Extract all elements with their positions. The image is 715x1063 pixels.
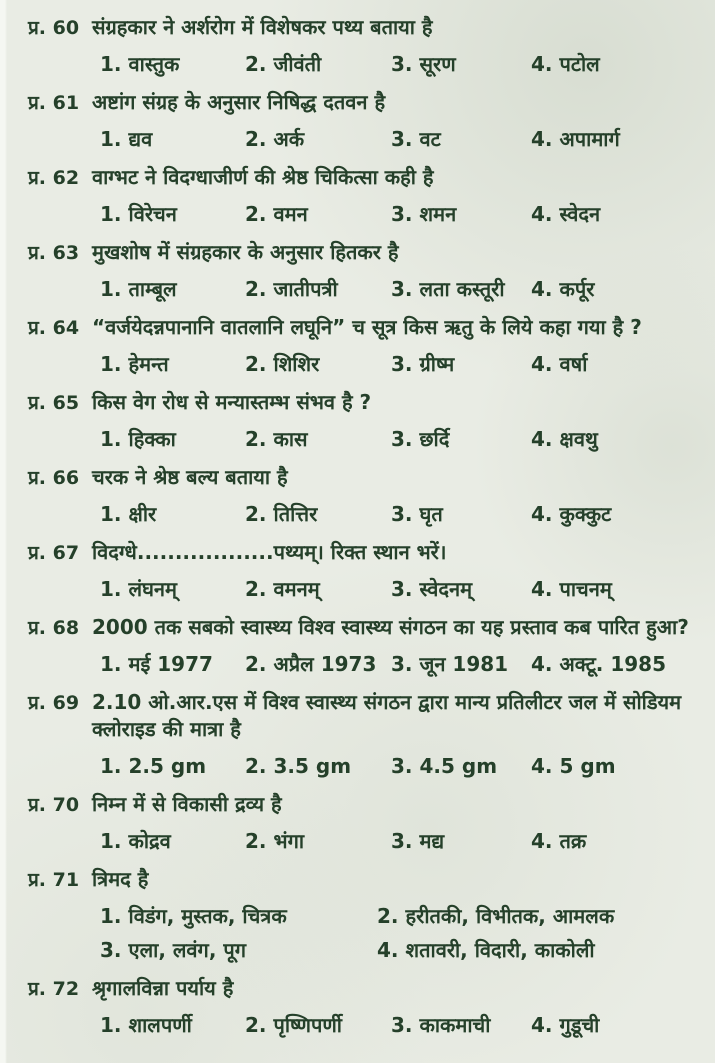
option-number: 1. <box>100 127 122 151</box>
option <box>531 1012 705 1039</box>
option-label: शतावरी, विदारी, काकोली <box>405 938 595 962</box>
option-label: काकमाची <box>419 1013 491 1037</box>
option-number: 4. <box>531 577 553 601</box>
option-label: घृत <box>419 502 443 526</box>
option <box>391 126 531 153</box>
option <box>100 276 245 303</box>
option <box>531 828 705 855</box>
option-number: 4. <box>531 127 553 151</box>
options-row <box>100 828 705 855</box>
option-label: लंघनम् <box>128 577 177 601</box>
option <box>100 51 245 78</box>
option-label: पटोल <box>559 52 600 76</box>
option-label: वमन <box>273 202 308 226</box>
option-number: 2. <box>245 502 267 526</box>
option-number: 3. <box>391 1013 413 1037</box>
option <box>100 828 245 855</box>
option-number: 1. <box>100 904 122 928</box>
question-text: विदग्धे..................पथ्यम्। रिक्त स्थान भरें। <box>92 540 447 564</box>
option-label: हिक्का <box>128 427 176 451</box>
option-number: 3. <box>391 502 413 526</box>
option <box>391 828 531 855</box>
option <box>100 937 377 964</box>
option-number: 1. <box>100 754 122 778</box>
option-number: 3. <box>391 52 413 76</box>
question-text: चरक ने श्रेष्ठ बल्य बताया है <box>92 465 288 489</box>
question-number: प्र. 72 <box>28 978 80 1000</box>
question-block-68 <box>28 614 705 678</box>
question-number: प्र. 65 <box>28 392 80 414</box>
option-label: द्यव <box>128 127 153 151</box>
option-number: 1. <box>100 277 122 301</box>
option <box>531 501 705 528</box>
option-label: भंगा <box>273 829 305 853</box>
options-row <box>100 51 705 78</box>
option <box>391 576 531 603</box>
option <box>531 126 705 153</box>
option-number: 1. <box>100 1013 122 1037</box>
question-text: 2.10 ओ.आर.एस में विश्व स्वास्थ्य संगठन द्वारा मान्य प्रतिलीटर जल में सोडियम क्लोराइड की मात्रा है <box>92 690 682 741</box>
option-number: 4. <box>531 829 553 853</box>
option <box>531 576 705 603</box>
option-label: अप्रैल 1973 <box>273 652 377 676</box>
option-label: कास <box>273 427 308 451</box>
option <box>100 651 245 678</box>
option <box>391 1012 531 1039</box>
option-label: कुक्कुट <box>559 502 612 526</box>
question-text: श्रृगालविन्ना पर्याय है <box>92 976 234 1000</box>
question-block-66 <box>28 464 705 528</box>
question-text: वाग्भट ने विदग्धाजीर्ण की श्रेष्ठ चिकित्सा कही है <box>92 165 434 189</box>
option-number: 3. <box>391 754 413 778</box>
option-number: 3. <box>100 938 122 962</box>
option-label: हेमन्त <box>128 352 169 376</box>
option-number: 2. <box>245 652 267 676</box>
option-label: वर्षा <box>559 352 588 376</box>
option-label: तक्र <box>559 829 587 853</box>
question-block-70 <box>28 791 705 855</box>
option <box>391 201 531 228</box>
option-label: जातीपत्री <box>273 277 338 301</box>
option-label: पाचनम् <box>559 577 612 601</box>
option-label: सूरण <box>419 52 456 76</box>
question-block-63 <box>28 239 705 303</box>
option-number: 1. <box>100 502 122 526</box>
option-label: कोद्रव <box>128 829 171 853</box>
options-row <box>100 276 705 303</box>
option <box>245 426 391 453</box>
option-label: वास्तुक <box>128 52 180 76</box>
option-label: गुडूची <box>559 1013 600 1037</box>
option-label: जीवंती <box>273 52 322 76</box>
options-row <box>100 753 705 780</box>
option <box>245 828 391 855</box>
option <box>100 126 245 153</box>
option <box>100 753 245 780</box>
option-number: 2. <box>245 127 267 151</box>
option-label: अक्टू. 1985 <box>559 652 667 676</box>
question-text: किस वेग रोध से मन्यास्तम्भ संभव है ? <box>92 390 372 414</box>
question-number: प्र. 61 <box>28 92 80 114</box>
option-number: 4. <box>531 754 553 778</box>
question-number: प्र. 68 <box>28 617 80 639</box>
question-number: प्र. 62 <box>28 167 80 189</box>
option <box>100 903 377 930</box>
option-label: क्षीर <box>128 502 157 526</box>
option-label: ताम्बूल <box>128 277 177 301</box>
option-number: 2. <box>245 352 267 376</box>
question-number: प्र. 70 <box>28 794 80 816</box>
option-label: तित्तिर <box>273 502 318 526</box>
option-label: लता कस्तूरी <box>419 277 505 301</box>
option-number: 2. <box>245 829 267 853</box>
options-row <box>100 651 705 678</box>
question-text: संग्रहकार ने अर्शरोग में विशेषकर पथ्य बताया है <box>92 15 433 39</box>
option <box>377 903 705 930</box>
option-number: 2. <box>377 904 399 928</box>
option-number: 2. <box>245 427 267 451</box>
option <box>100 426 245 453</box>
question-text: त्रिमद है <box>92 867 149 891</box>
option-number: 1. <box>100 829 122 853</box>
option-number: 4. <box>531 427 553 451</box>
option-label: 4.5 gm <box>419 754 498 778</box>
question-block-71 <box>28 866 705 964</box>
option-label: क्षवथु <box>559 427 598 451</box>
option <box>100 1012 245 1039</box>
option-number: 2. <box>245 277 267 301</box>
option-number: 1. <box>100 52 122 76</box>
option-label: एला, लवंग, पूग <box>128 938 246 962</box>
option-number: 2. <box>245 202 267 226</box>
option <box>531 753 705 780</box>
option-number: 1. <box>100 577 122 601</box>
question-number: प्र. 67 <box>28 542 80 564</box>
question-text: मुखशोष में संग्रहकार के अनुसार हितकर है <box>92 240 399 264</box>
question-block-61 <box>28 89 705 153</box>
option-number: 4. <box>377 938 399 962</box>
question-block-65 <box>28 389 705 453</box>
option <box>391 651 531 678</box>
option-number: 3. <box>391 577 413 601</box>
question-text: अष्टांग संग्रह के अनुसार निषिद्ध दतवन है <box>92 90 386 114</box>
question-block-67 <box>28 539 705 603</box>
question-number: प्र. 69 <box>28 692 80 714</box>
option-label: अपामार्ग <box>559 127 620 151</box>
option-label: वमनम् <box>273 577 320 601</box>
option <box>100 201 245 228</box>
question-number: प्र. 63 <box>28 242 80 264</box>
option <box>245 201 391 228</box>
option <box>531 351 705 378</box>
option-number: 3. <box>391 652 413 676</box>
question-block-62 <box>28 164 705 228</box>
option-label: शालपर्णी <box>128 1013 192 1037</box>
option-number: 4. <box>531 52 553 76</box>
option-label: मई 1977 <box>128 652 213 676</box>
option-label: 2.5 gm <box>128 754 207 778</box>
option-number: 4. <box>531 277 553 301</box>
option-label: स्वेदन <box>559 202 601 226</box>
option <box>531 426 705 453</box>
question-text: 2000 तक सबको स्वास्थ्य विश्व स्वास्थ्य संगठन का यह प्रस्ताव कब पारित हुआ? <box>92 615 689 639</box>
option-number: 3. <box>391 277 413 301</box>
question-number: प्र. 60 <box>28 17 80 39</box>
question-block-64 <box>28 314 705 378</box>
question-block-69 <box>28 689 705 780</box>
option <box>377 937 705 964</box>
option <box>100 501 245 528</box>
option-label: शमन <box>419 202 457 226</box>
option-label: विरेचन <box>128 202 177 226</box>
options-grid <box>100 903 705 964</box>
options-row <box>100 1012 705 1039</box>
option-number: 3. <box>391 427 413 451</box>
option <box>245 501 391 528</box>
option-number: 1. <box>100 427 122 451</box>
option <box>531 51 705 78</box>
option-label: हरीतकी, विभीतक, आमलक <box>405 904 615 928</box>
option-number: 4. <box>531 502 553 526</box>
options-row <box>100 501 705 528</box>
option-number: 3. <box>391 202 413 226</box>
option-label: 3.5 gm <box>273 754 352 778</box>
question-number: प्र. 66 <box>28 467 80 489</box>
options-row <box>100 576 705 603</box>
option <box>245 651 391 678</box>
question-number: प्र. 71 <box>28 869 80 891</box>
option <box>391 351 531 378</box>
option-label: 5 gm <box>559 754 616 778</box>
option-number: 3. <box>391 352 413 376</box>
option <box>245 576 391 603</box>
option <box>245 753 391 780</box>
option-label: छर्दि <box>419 427 450 451</box>
option <box>391 51 531 78</box>
option-number: 4. <box>531 1013 553 1037</box>
option-number: 2. <box>245 754 267 778</box>
option <box>245 1012 391 1039</box>
option <box>100 576 245 603</box>
option-label: पृष्णिपर्णी <box>273 1013 342 1037</box>
option-number: 4. <box>531 202 553 226</box>
option <box>391 426 531 453</box>
options-row <box>100 201 705 228</box>
option-label: ग्रीष्म <box>419 352 455 376</box>
option-label: वट <box>419 127 441 151</box>
option-label: विडंग, मुस्तक, चित्रक <box>128 904 287 928</box>
options-row <box>100 351 705 378</box>
option-label: स्वेदनम् <box>419 577 473 601</box>
option <box>531 651 705 678</box>
options-row <box>100 126 705 153</box>
option <box>391 753 531 780</box>
option-label: जून 1981 <box>419 652 509 676</box>
question-text: निम्न में से विकासी द्रव्य है <box>92 792 282 816</box>
option <box>391 501 531 528</box>
option <box>245 351 391 378</box>
option <box>100 351 245 378</box>
option-label: अर्क <box>273 127 305 151</box>
option-number: 4. <box>531 352 553 376</box>
option <box>391 276 531 303</box>
option-label: शिशिर <box>273 352 320 376</box>
option-number: 2. <box>245 1013 267 1037</box>
question-number: प्र. 64 <box>28 317 80 339</box>
option-number: 1. <box>100 352 122 376</box>
option <box>531 201 705 228</box>
options-row <box>100 426 705 453</box>
option-number: 3. <box>391 127 413 151</box>
option-label: कर्पूर <box>559 277 595 301</box>
option <box>245 126 391 153</box>
option-number: 1. <box>100 652 122 676</box>
question-text: “वर्जयेदन्नपानानि वातलानि लघूनि” च सूत्र किस ऋतु के लिये कहा गया है ? <box>92 315 642 339</box>
option-number: 4. <box>531 652 553 676</box>
option-number: 2. <box>245 577 267 601</box>
option-label: मद्य <box>419 829 445 853</box>
option-number: 2. <box>245 52 267 76</box>
option-number: 1. <box>100 202 122 226</box>
option-number: 3. <box>391 829 413 853</box>
option <box>531 276 705 303</box>
question-block-60 <box>28 14 705 78</box>
question-block-72 <box>28 975 705 1039</box>
option <box>245 51 391 78</box>
option <box>245 276 391 303</box>
